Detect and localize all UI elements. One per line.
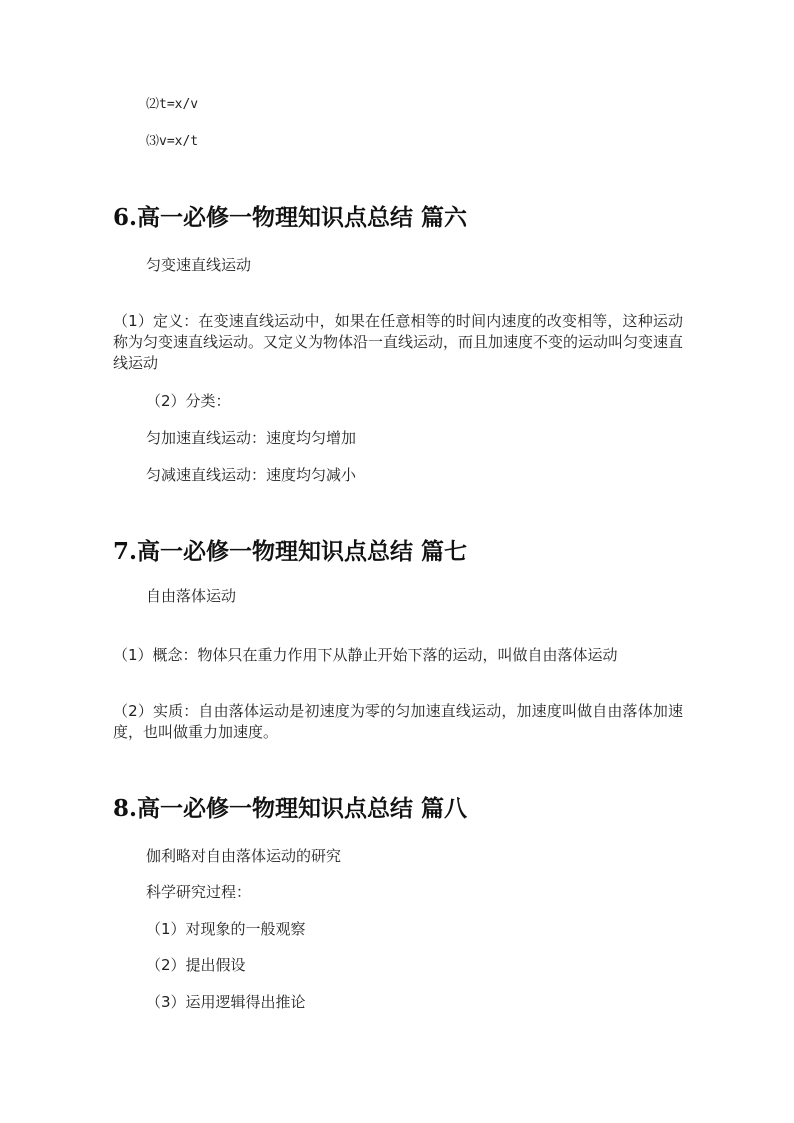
section-8-heading: 8.高一必修一物理知识点总结 篇八 [113,795,468,822]
section-8-step: （1）对现象的一般观察 [146,920,306,938]
section-6-heading: 6.高一必修一物理知识点总结 篇六 [113,204,468,231]
section-6-definition: （1）定义：在变速直线运动中，如果在任意相等的时间内速度的改变相等，这种运动称为匀变速直线运动。又定义为物体沿一直线运动，而且加速度不变的运动叫匀变速直线运动 [113,312,684,372]
section-6-subtitle: 匀变速直线运动 [146,256,252,274]
section-6-item-accelerate: 匀加速直线运动：速度均匀增加 [146,429,357,447]
section-6-item-decelerate: 匀减速直线运动：速度均匀减小 [146,466,357,484]
formula-velocity: ⑶v=x/t [146,134,199,149]
section-7-concept: （1）概念：物体只在重力作用下从静止开始下落的运动，叫做自由落体运动 [113,646,618,664]
section-7-heading: 7.高一必修一物理知识点总结 篇七 [113,538,468,565]
section-8-step: （2）提出假设 [146,956,246,974]
section-7-essence: （2）实质：自由落体运动是初速度为零的匀加速直线运动，加速度叫做自由落体加速度，也叫做重力加速度。 [113,702,683,741]
section-7-subtitle: 自由落体运动 [146,587,237,605]
section-8-process: 科学研究过程： [146,883,252,901]
formula-time: ⑵t=x/v [146,97,199,112]
section-6-classify: （2）分类： [146,392,231,410]
section-8-step: （3）运用逻辑得出推论 [146,993,306,1011]
section-8-subtitle: 伽利略对自由落体运动的研究 [146,847,342,865]
